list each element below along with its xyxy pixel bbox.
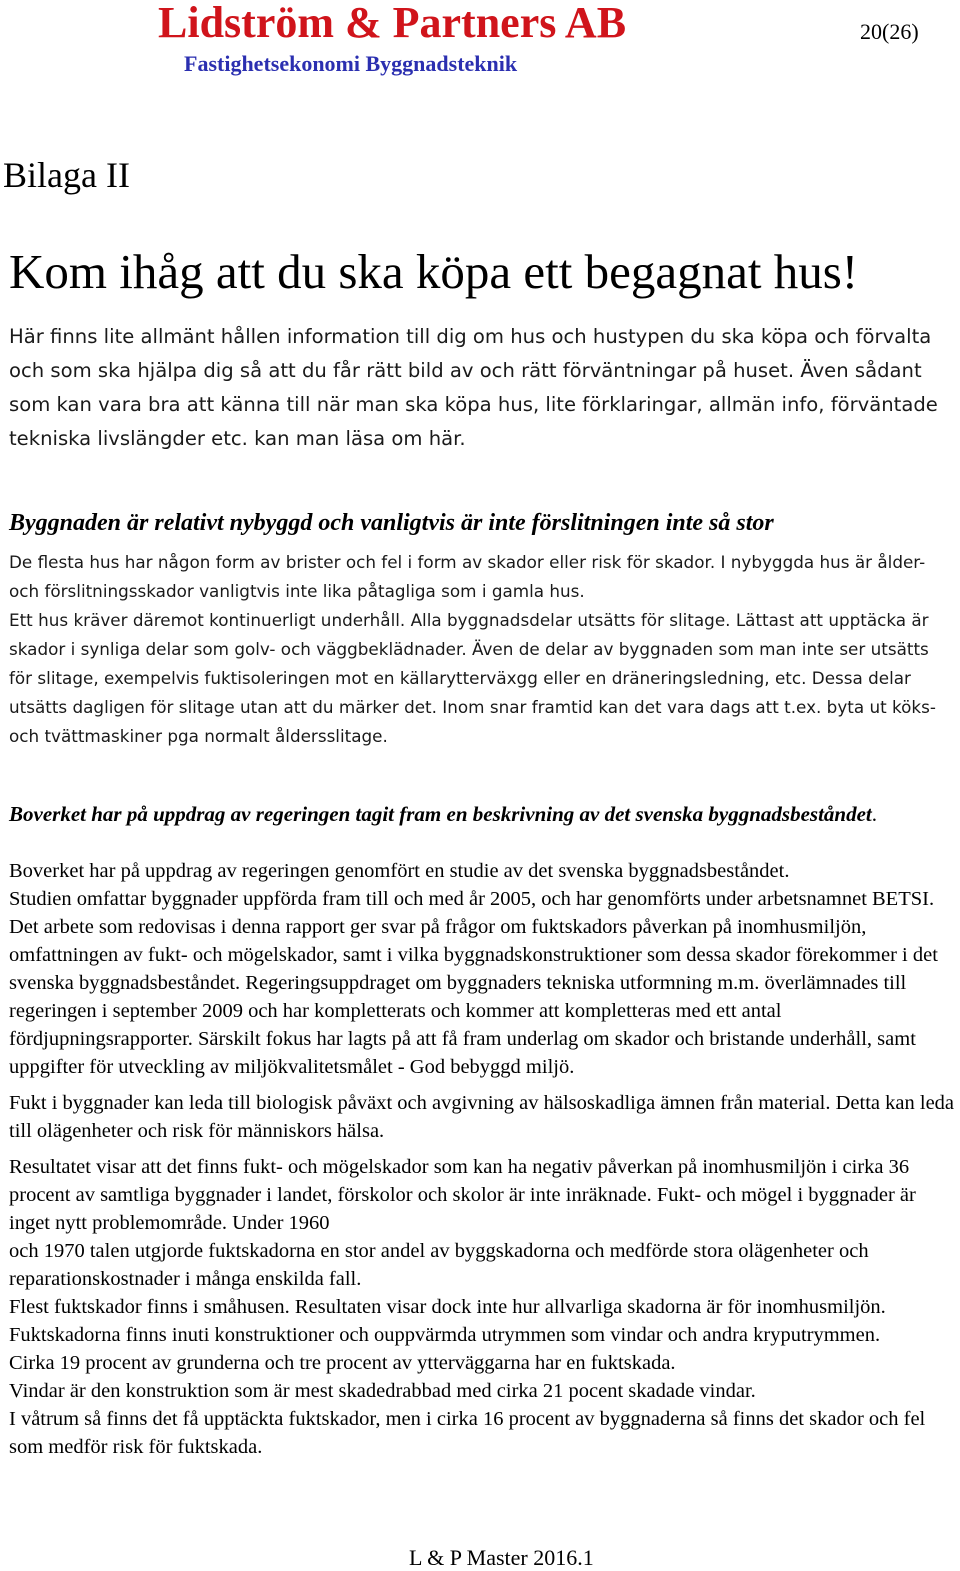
section2-paragraph: I våtrum så finns det få upptäckta fuktskador, men i cirka 16 procent av byggnaderna så finns det skador och fel som medför risk för fuktskada. <box>9 1408 926 1458</box>
section2-paragraph: Cirka 19 procent av grunderna och tre procent av ytterväggarna har en fuktskada. <box>9 1352 676 1374</box>
footer-label: L & P Master 2016.1 <box>409 1545 594 1570</box>
department-name: Fastighetsekonomi Byggnadsteknik <box>184 51 518 76</box>
page-number: 20(26) <box>860 19 919 44</box>
section2-paragraph: Boverket har på uppdrag av regeringen genomfört en studie av det svenska byggnadsbeståndet. <box>9 860 790 882</box>
section2-paragraph: och 1970 talen utgjorde fuktskadorna en stor andel av byggskadorna och medförde stora olägenheter och reparationskostnader i många enskilda fall. <box>9 1240 869 1290</box>
appendix-label: Bilaga II <box>3 155 130 195</box>
intro-text: Här finns lite allmänt hållen information till dig om hus och hustypen du ska köpa och förvalta och som ska hjälpa dig så att du får rätt bild av och rätt förväntningar på huset. Även sådant som kan vara bra att känna till när man ska köpa hus, lite förklaringar, allmän info, förväntade tekniska livslängder etc. kan man läsa om här. <box>9 325 938 450</box>
company-name: Lidström & Partners AB <box>158 0 627 47</box>
section2-paragraph: Studien omfattar byggnader uppförda fram till och med år 2005, och har genomförts under arbetsnamnet BETSI. <box>9 888 935 910</box>
section2-paragraph: Fukt i byggnader kan leda till biologisk påväxt och avgivning av hälsoskadliga ämnen från material. Detta kan leda till olägenheter och risk för människors hälsa. <box>9 1092 955 1142</box>
section1-body <box>9 548 954 751</box>
section2-paragraph: Det arbete som redovisas i denna rapport ger svar på frågor om fuktskadors påverkan på inomhusmiljön, omfattningen av fukt- och mögelskador, samt i vilka byggnadskonstruktioner som dessa skador förekommer i det svenska byggnadsbeståndet. Regeringsuppdraget om byggnaders tekniska utformning m.m. överlämnades till regeringen i september 2009 och har kompletterats och kommer att kompletteras med ett antal fördjupningsrapporter. Särskilt fokus har lagts på att få fram underlag om skador och bristande underhåll, samt uppgifter för utveckling av miljökvalitetsmålet - God bebyggd miljö. <box>9 916 938 1078</box>
page-title: Kom ihåg att du ska köpa ett begagnat hus! <box>9 244 859 299</box>
intro-paragraph <box>9 320 954 456</box>
section2-heading-period: . <box>871 802 877 826</box>
section2-paragraph: Vindar är den konstruktion som är mest skadedrabbad med cirka 21 pocent skadade vindar. <box>9 1380 756 1402</box>
section1-paragraph: Ett hus kräver däremot kontinuerligt underhåll. Alla byggnadsdelar utsätts för slitage. Lättast att upptäcka är skador i synliga delar som golv- och väggbeklädnader. Även de delar av byggnaden som man inte ser utsätts för slitage, exempelvis fuktisoleringen mot en källarytterväxgg eller en dräneringsledning, etc. Dessa delar utsätts dagligen för slitage utan att du märker det. Inom snar framtid kan det vara dags att t.ex. byta ut köks- och tvättmaskiner pga normalt åldersslitage. <box>9 610 936 746</box>
section2-paragraph: Resultatet visar att det finns fukt- och mögelskador som kan ha negativ påverkan på inomhusmiljön i cirka 36 procent av samtliga byggnader i landet, förskolor och skolor är inte inräknade. Fukt- och mögel i byggnader är inget nytt problemområde. Under 1960 <box>9 1156 916 1234</box>
section2-paragraph: Flest fuktskador finns i småhusen. Resultaten visar dock inte hur allvarliga skadorna är för inomhusmiljön. Fuktskadorna finns inuti konstruktioner och ouppvärmda utrymmen som vindar och andra kryputrymmen. <box>9 1296 886 1346</box>
section2-heading <box>9 800 909 828</box>
section1-heading: Byggnaden är relativt nybyggd och vanligtvis är inte förslitningen inte så stor <box>9 510 774 536</box>
section2-body <box>9 857 954 1461</box>
section1-paragraph: De flesta hus har någon form av brister och fel i form av skador eller risk för skador. I nybyggda hus är ålder- och förslitningsskador vanligtvis inte lika påtagliga som i gamla hus. <box>9 552 926 601</box>
section2-heading-text: Boverket har på uppdrag av regeringen tagit fram en beskrivning av det svenska byggnadsbeståndet <box>9 802 872 826</box>
